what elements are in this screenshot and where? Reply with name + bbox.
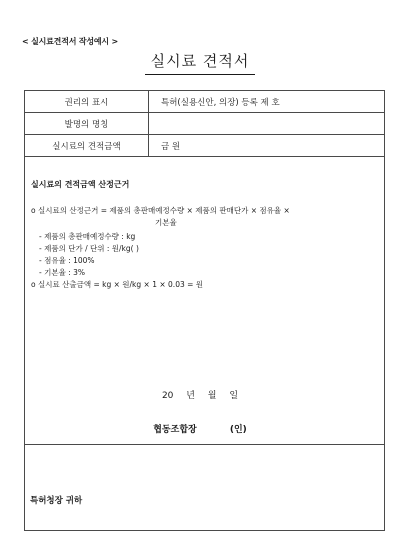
document-title-wrap [0,50,400,75]
basis-item: - 점유율 : 100% [39,256,95,265]
row-label: 발명의 명칭 [25,113,149,134]
estimate-form [24,90,385,531]
basis-item: - 제품의 단가 / 단위 : 원/kg( ) [39,244,139,253]
row-value: 금 원 [161,141,181,152]
basis-calculation: o 실시료 산출금액 = kg × 원/kg × 1 × 0.03 = 원 [31,280,204,289]
date-line: 20 년 월 일 [161,391,239,401]
row-right-indication [25,91,384,113]
document-title: 실시료 견적서 [145,50,256,75]
example-note: < 실시료견적서 작성예시 > [22,37,119,46]
basis-title: 실시료의 견적금액 산정근거 [31,180,130,189]
row-value: 특허(실용신안, 의장) 등록 제 호 [161,97,280,108]
row-label: 실시료의 견적금액 [25,135,149,156]
row-label: 권리의 표시 [25,91,149,112]
calculation-basis-section [25,171,384,445]
basis-formula-cont: 기본율 [155,218,177,227]
basis-formula: o 실시료의 산정근거 = 제품의 총판매예정수량 × 제품의 판매단가 × 점유율 × [31,206,290,215]
signer-line: 협동조합장 (인) [153,425,247,435]
row-invention-name [25,113,384,135]
basis-item: - 기본율 : 3% [39,268,86,277]
row-estimate-amount [25,135,384,157]
basis-item: - 제품의 총판매예정수량 : kg [39,232,136,241]
recipient-line: 특허청장 귀하 [30,496,83,506]
